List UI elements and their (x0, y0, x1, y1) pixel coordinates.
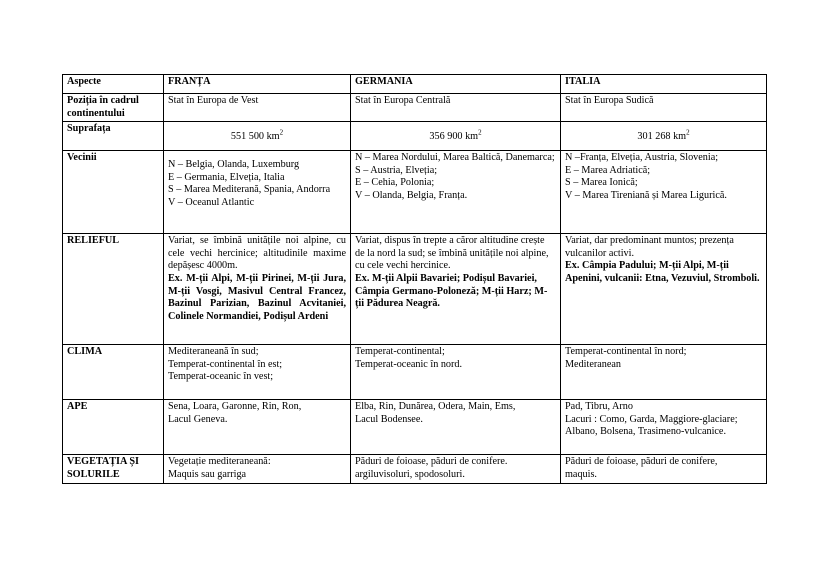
label-suprafata: Suprafața (63, 122, 164, 151)
ape-germania: Elba, Rin, Dunărea, Odera, Main, Ems, Lacul Bodensee. (351, 400, 561, 455)
label-vegetatia: VEGETAȚIA ȘI SOLURILE (63, 455, 164, 484)
relieful-germania (351, 234, 561, 345)
clima-franta: Mediteraneană în sud; Temperat-continental în est; Temperat-oceanic în vest; (164, 345, 351, 400)
row-vecinii (63, 151, 767, 234)
vegetatia-franta: Vegetație mediteraneană: Maquis sau garriga (164, 455, 351, 484)
relieful-italia-examples: Ex. Câmpia Padului; M-ții Alpi, M-ții Apenini, vulcanii: Etna, Vezuviul, Stromboli. (565, 260, 760, 284)
relieful-franta-examples: Ex. M-ții Alpi, M-ții Pirinei, M-ții Jura, M-ții Vosgi, Masivul Central Francez, Bazinul Parizian, Bazinul Acvitaniei, Colinele Normandiei, Podișul Ardeni (168, 272, 346, 322)
header-germania: GERMANIA (351, 75, 561, 94)
vecinii-germania (351, 151, 561, 234)
relieful-franta (164, 234, 351, 345)
header-franta: FRANȚA (164, 75, 351, 94)
vecinii-italia-e: E – Marea Adriatică; (565, 164, 651, 176)
vecinii-italia-n: N –Franța, Elveția, Austria, Slovenia; (565, 152, 719, 164)
vecinii-germania-n: N – Marea Nordului, Marea Baltică, Danemarca; (355, 152, 555, 164)
relieful-italia-text: Variat, dar predominant muntos; prezența vulcanilor activi. (565, 235, 734, 259)
relieful-italia (561, 234, 767, 345)
header-aspect: Aspecte (63, 75, 164, 94)
vecinii-italia-v: V – Marea Tireniană și Marea Ligurică. (565, 189, 727, 201)
vecinii-germania-e: E – Cehia, Polonia; (355, 177, 435, 189)
suprafata-franta: 551 500 $km^2$ (164, 122, 351, 151)
vecinii-franta-s: S – Marea Mediterană, Spania, Andorra (168, 184, 331, 196)
relieful-franta-text: Variat, se îmbină unitățile noi alpine, cu cele vechi hercinice; altitudinile maxime depășesc 4000m. (168, 235, 346, 272)
label-vecinii: Vecinii (63, 151, 164, 234)
ape-franta: Sena, Loara, Garonne, Rin, Ron, Lacul Geneva. (164, 400, 351, 455)
label-clima: CLIMA (63, 345, 164, 400)
pozitia-italia: Stat în Europa Sudică (561, 94, 767, 122)
header-row (63, 75, 767, 94)
vecinii-franta-n: N – Belgia, Olanda, Luxemburg (168, 159, 300, 171)
row-vegetatia (63, 455, 767, 484)
vegetatia-germania: Păduri de foioase, păduri de conifere. argiluvisoluri, spodosoluri. (351, 455, 561, 484)
row-suprafata (63, 122, 767, 151)
vegetatia-italia: Păduri de foioase, păduri de conifere, maquis. (561, 455, 767, 484)
geography-comparison-table (62, 74, 767, 484)
label-relieful: RELIEFUL (63, 234, 164, 345)
ape-italia: Pad, Tibru, Arno Lacuri : Como, Garda, Maggiore-glaciare; Albano, Bolsena, Trasimeno-vulcanice. (561, 400, 767, 455)
relieful-germania-text: Variat, dispus în trepte a căror altitudine crește de la nord la sud; se îmbină unitățile noi alpine, cu cele vechi hercinice. (355, 235, 549, 272)
suprafata-germania: 356 900 $km^2$ (351, 122, 561, 151)
vecinii-italia (561, 151, 767, 234)
vecinii-franta-v: V – Oceanul Atlantic (168, 196, 255, 208)
pozitia-germania: Stat în Europa Centrală (351, 94, 561, 122)
clima-italia: Temperat-continental în nord; Mediteranean (561, 345, 767, 400)
vecinii-germania-s: S – Austria, Elveția; (355, 164, 438, 176)
row-pozitia (63, 94, 767, 122)
header-italia: ITALIA (561, 75, 767, 94)
row-relieful (63, 234, 767, 345)
label-ape: APE (63, 400, 164, 455)
relieful-germania-examples: Ex. M-ții Alpii Bavariei; Podișul Bavariei, Câmpia Germano-Poloneză; M-ții Harz; M-ții Pădurea Neagră. (355, 272, 548, 310)
clima-germania: Temperat-continental; Temperat-oceanic în nord. (351, 345, 561, 400)
suprafata-italia: 301 268 $km^2$ (561, 122, 767, 151)
row-clima (63, 345, 767, 400)
vecinii-italia-s: S – Marea Ionică; (565, 177, 638, 189)
vecinii-franta-e: E – Germania, Elveția, Italia (168, 171, 285, 183)
label-pozitia: Poziția în cadrul continentului (63, 94, 164, 122)
pozitia-franta: Stat în Europa de Vest (164, 94, 351, 122)
vecinii-franta (164, 151, 351, 234)
vecinii-germania-v: V – Olanda, Belgia, Franța. (355, 189, 468, 201)
row-ape (63, 400, 767, 455)
